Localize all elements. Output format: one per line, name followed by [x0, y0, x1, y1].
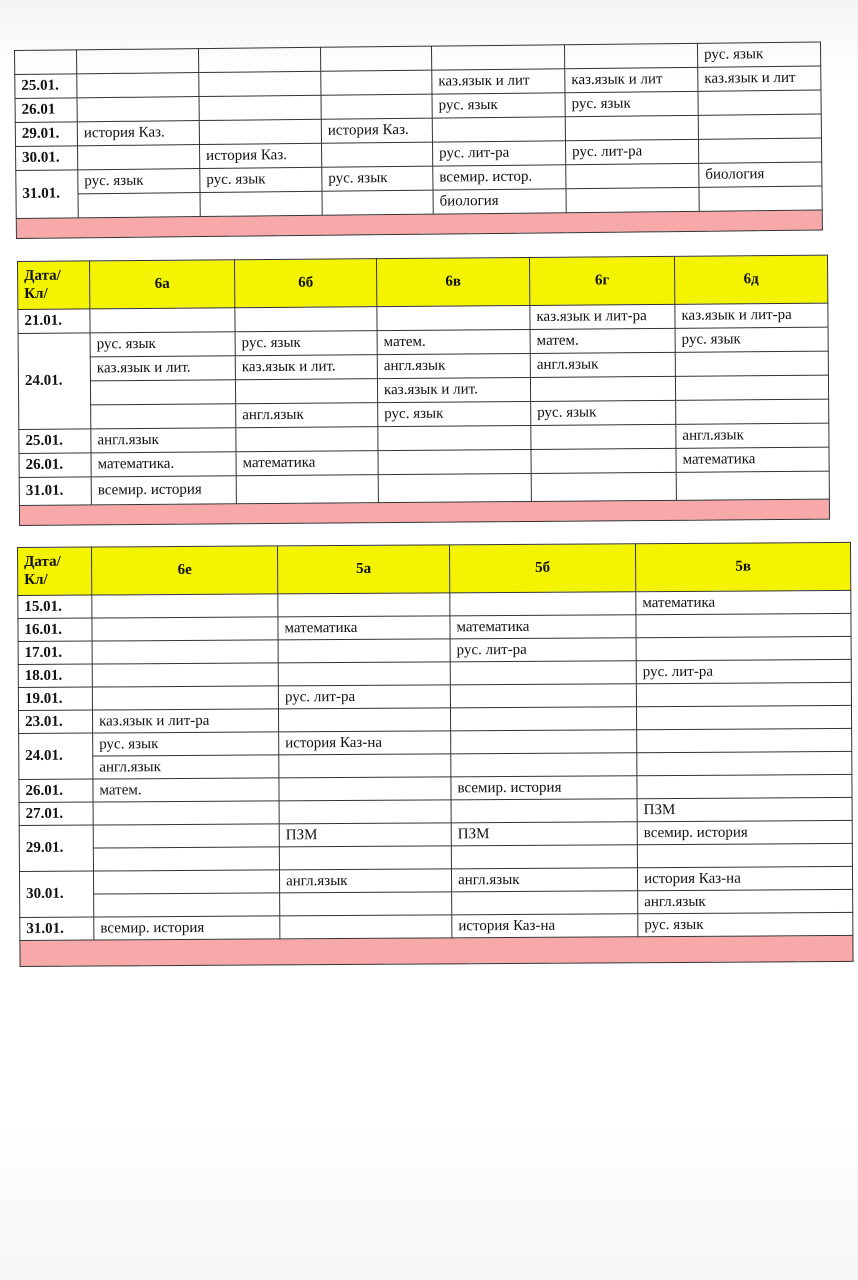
lesson-cell — [236, 427, 378, 452]
class-header: 6г — [529, 256, 674, 305]
date-cell: 15.01. — [18, 595, 92, 618]
lesson-cell — [636, 636, 851, 660]
lesson-cell: рус. язык — [697, 42, 820, 67]
date-cell — [15, 50, 77, 75]
date-cell: 19.01. — [18, 687, 92, 710]
lesson-cell — [699, 186, 822, 211]
lesson-cell: каз.язык и лит — [698, 66, 821, 91]
date-cell: 24.01. — [18, 333, 91, 430]
lesson-cell — [432, 117, 565, 142]
lesson-cell: математика — [636, 590, 851, 614]
lesson-cell — [698, 114, 821, 139]
lesson-cell: рус. язык — [565, 91, 698, 116]
lesson-cell — [676, 471, 829, 500]
date-cell: 26.01. — [19, 453, 91, 478]
lesson-cell: всемир. история — [637, 820, 852, 844]
lesson-cell: ПЗМ — [451, 822, 637, 846]
lesson-cell: англ.язык — [530, 352, 675, 377]
lesson-cell: англ.язык — [451, 868, 637, 892]
lesson-cell: рус. лит-ра — [636, 659, 851, 683]
lesson-cell — [637, 728, 852, 752]
lesson-cell: каз.язык и лит-ра — [675, 303, 828, 328]
lesson-cell — [93, 824, 279, 848]
lesson-cell: математика — [450, 615, 636, 639]
lesson-cell: каз.язык и лит — [565, 67, 698, 92]
lesson-cell: англ.язык — [91, 428, 236, 453]
lesson-cell — [566, 187, 699, 212]
lesson-cell — [321, 142, 432, 167]
date-cell: 26.01 — [15, 98, 77, 123]
lesson-cell: каз.язык и лит-ра — [530, 304, 675, 329]
lesson-cell — [636, 682, 851, 706]
lesson-cell — [531, 424, 676, 449]
lesson-cell — [92, 686, 278, 710]
lesson-cell — [78, 193, 200, 218]
lesson-cell — [320, 46, 431, 71]
lesson-cell — [431, 45, 564, 70]
lesson-cell: рус. язык — [235, 331, 377, 356]
date-cell: 16.01. — [18, 618, 92, 641]
lesson-cell — [698, 90, 821, 115]
pink-footer-bar — [20, 935, 853, 966]
lesson-cell: матем. — [377, 329, 530, 354]
lesson-cell: англ.язык — [638, 889, 853, 913]
lesson-cell — [278, 639, 450, 663]
lesson-cell — [676, 399, 829, 424]
lesson-cell — [450, 684, 636, 708]
date-cell: 17.01. — [18, 641, 92, 664]
lesson-cell: история Каз-на — [637, 866, 852, 890]
lesson-cell: рус. язык — [432, 93, 565, 118]
lesson-cell: рус. язык — [78, 169, 200, 194]
lesson-cell — [235, 379, 377, 404]
lesson-cell: каз.язык и лит. — [235, 355, 377, 380]
date-cell: 18.01. — [18, 664, 92, 687]
lesson-cell — [321, 70, 432, 95]
lesson-cell: математика. — [91, 452, 236, 477]
date-cell: 31.01. — [19, 477, 91, 506]
lesson-cell — [636, 705, 851, 729]
lesson-cell — [531, 448, 676, 473]
lesson-cell: всемир. история — [91, 476, 236, 505]
lesson-cell — [378, 473, 531, 502]
date-cell: 31.01. — [16, 170, 78, 219]
lesson-cell — [321, 94, 432, 119]
lesson-cell — [200, 191, 322, 216]
class-header: 5б — [449, 544, 635, 593]
lesson-cell — [236, 475, 378, 504]
lesson-cell — [92, 594, 278, 618]
lesson-cell: математика — [278, 616, 450, 640]
class-header: 6в — [376, 257, 529, 306]
lesson-cell — [450, 707, 636, 731]
lesson-cell: матем. — [93, 778, 279, 802]
lesson-cell — [531, 472, 676, 501]
lesson-cell — [637, 751, 852, 775]
lesson-cell: всемир. истор. — [433, 165, 566, 190]
lesson-cell: ПЗМ — [279, 823, 451, 847]
date-cell: 31.01. — [20, 917, 94, 940]
date-cell: 29.01. — [15, 122, 77, 147]
lesson-cell — [235, 307, 377, 332]
date-cell: 21.01. — [18, 309, 90, 334]
date-cell: 30.01. — [19, 871, 93, 917]
lesson-cell — [78, 145, 200, 170]
lesson-cell: рус. язык — [93, 732, 279, 756]
schedule-table-1 — [14, 42, 823, 239]
lesson-cell — [530, 376, 675, 401]
lesson-cell — [566, 163, 699, 188]
lesson-cell — [278, 593, 450, 617]
lesson-cell: рус. язык — [531, 400, 676, 425]
lesson-cell: рус. лит-ра — [450, 638, 636, 662]
lesson-cell — [199, 95, 321, 120]
lesson-cell — [322, 190, 433, 215]
lesson-cell — [637, 843, 852, 867]
class-header: 5в — [635, 542, 850, 591]
lesson-cell: англ.язык — [279, 869, 451, 893]
lesson-cell: рус. язык — [322, 166, 433, 191]
lesson-cell — [377, 305, 530, 330]
lesson-cell: рус. язык — [675, 327, 828, 352]
lesson-cell: всемир. история — [94, 916, 280, 940]
lesson-cell — [199, 119, 321, 144]
lesson-cell — [451, 845, 637, 869]
date-cell: 24.01. — [19, 733, 93, 779]
lesson-cell — [93, 801, 279, 825]
lesson-cell — [636, 613, 851, 637]
date-class-header: Дата/ Кл/ — [18, 547, 92, 595]
lesson-cell — [280, 892, 452, 916]
lesson-cell: рус. язык — [200, 167, 322, 192]
lesson-cell — [675, 351, 828, 376]
lesson-cell — [450, 661, 636, 685]
lesson-cell — [698, 138, 821, 163]
lesson-cell — [280, 915, 452, 939]
date-cell: 29.01. — [19, 825, 93, 871]
lesson-cell: англ.язык — [93, 755, 279, 779]
lesson-cell: англ.язык — [377, 353, 530, 378]
class-header: 6а — [90, 260, 235, 309]
lesson-cell: каз.язык и лит. — [377, 377, 530, 402]
lesson-cell — [378, 425, 531, 450]
lesson-cell: биология — [699, 162, 822, 187]
lesson-cell — [94, 893, 280, 917]
lesson-cell: каз.язык и лит — [432, 69, 565, 94]
schedule-table-2 — [17, 255, 830, 526]
lesson-cell — [90, 308, 235, 333]
date-cell: 30.01. — [16, 146, 78, 171]
lesson-cell — [637, 774, 852, 798]
class-header: 6е — [92, 546, 278, 595]
lesson-cell: биология — [433, 189, 566, 214]
lesson-cell — [452, 891, 638, 915]
lesson-cell — [93, 847, 279, 871]
date-cell: 23.01. — [18, 710, 92, 733]
date-class-header: Дата/ Кл/ — [18, 261, 90, 310]
lesson-cell — [451, 753, 637, 777]
lesson-cell: матем. — [530, 328, 675, 353]
lesson-cell: история Каз. — [77, 121, 199, 146]
date-cell: 27.01. — [19, 802, 93, 825]
lesson-cell: математика — [676, 447, 829, 472]
lesson-cell: англ.язык — [676, 423, 829, 448]
lesson-cell — [450, 592, 636, 616]
lesson-cell — [199, 71, 321, 96]
lesson-cell: история Каз-на — [279, 731, 451, 755]
schedule-table-3 — [17, 542, 854, 967]
lesson-cell — [279, 800, 451, 824]
date-cell: 25.01. — [15, 74, 77, 99]
lesson-cell — [198, 47, 320, 72]
lesson-cell — [451, 730, 637, 754]
lesson-cell — [278, 662, 450, 686]
lesson-cell: ПЗМ — [637, 797, 852, 821]
lesson-cell — [93, 870, 279, 894]
date-cell: 26.01. — [19, 779, 93, 802]
date-cell: 25.01. — [19, 429, 91, 454]
lesson-cell: история Каз. — [321, 118, 432, 143]
lesson-cell — [90, 380, 235, 405]
class-header: 5а — [277, 545, 449, 594]
table-footer-row — [20, 935, 853, 966]
lesson-cell — [451, 799, 637, 823]
lesson-cell: рус. язык — [378, 401, 531, 426]
lesson-cell — [279, 846, 451, 870]
table-header-row — [18, 255, 828, 309]
lesson-cell: математика — [236, 451, 378, 476]
lesson-cell — [77, 73, 199, 98]
lesson-cell — [92, 640, 278, 664]
lesson-cell — [279, 777, 451, 801]
lesson-cell — [278, 708, 450, 732]
lesson-cell — [92, 617, 278, 641]
lesson-cell — [77, 49, 199, 74]
table-header-row — [18, 542, 851, 595]
class-header: 6д — [674, 255, 827, 304]
lesson-cell — [92, 663, 278, 687]
lesson-cell — [564, 43, 697, 68]
lesson-cell: рус. лит-ра — [565, 139, 698, 164]
lesson-cell — [91, 404, 236, 429]
lesson-cell: англ.язык — [236, 403, 378, 428]
lesson-cell: всемир. история — [451, 776, 637, 800]
class-header: 6б — [234, 259, 376, 308]
lesson-cell: рус. лит-ра — [278, 685, 450, 709]
lesson-cell: каз.язык и лит. — [90, 356, 235, 381]
lesson-cell — [77, 97, 199, 122]
lesson-cell: история Каз-на — [452, 914, 638, 938]
lesson-cell: рус. лит-ра — [432, 141, 565, 166]
lesson-cell: история Каз. — [200, 143, 322, 168]
lesson-cell: рус. язык — [90, 332, 235, 357]
lesson-cell — [565, 115, 698, 140]
lesson-cell — [378, 449, 531, 474]
lesson-cell — [279, 754, 451, 778]
lesson-cell: рус. язык — [638, 912, 853, 936]
lesson-cell — [675, 375, 828, 400]
lesson-cell: каз.язык и лит-ра — [92, 709, 278, 733]
